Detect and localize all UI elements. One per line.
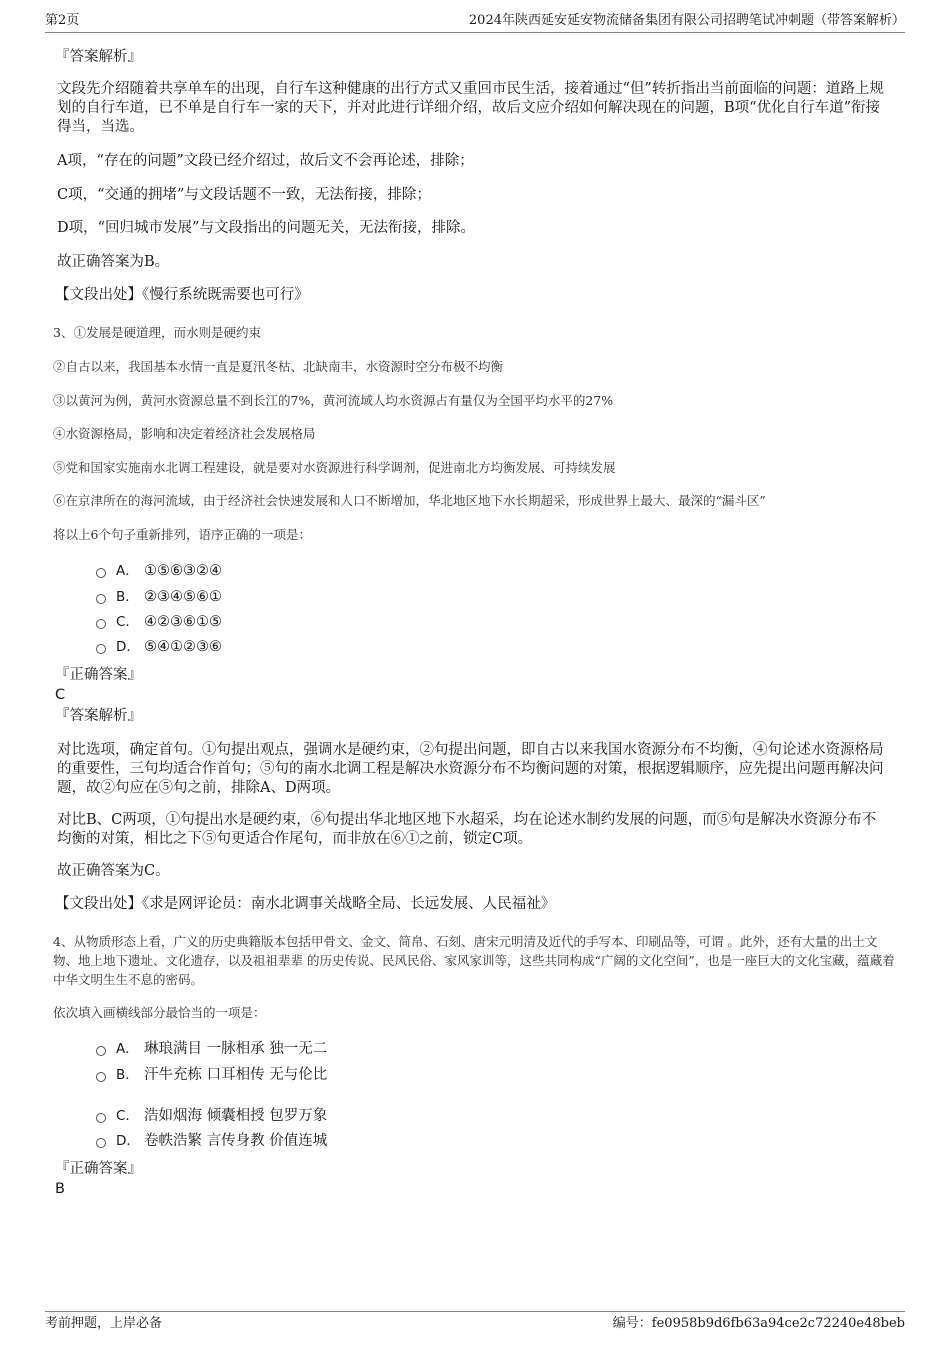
option-label: D． <box>116 639 140 655</box>
option-label: A． <box>116 1041 139 1057</box>
q2-analysis-label: 『答案解析』 <box>55 49 142 65</box>
q2-analysis-para-3: C项，“交通的拥堵”与文段话题不一致，无法衔接，排除； <box>57 187 431 203</box>
q3-option-a[interactable] <box>96 561 222 581</box>
option-text: 浩如烟海 倾囊相授 包罗万象 <box>144 1108 328 1124</box>
radio-icon[interactable] <box>96 594 106 604</box>
page-footer <box>45 1311 905 1336</box>
option-text: 汗牛充栋 口耳相传 无与伦比 <box>144 1067 328 1083</box>
q4-option-c[interactable] <box>96 1106 327 1126</box>
q3-answer-summary: 故正确答案为C。 <box>57 863 170 879</box>
radio-icon[interactable] <box>96 644 106 654</box>
q3-source: 【文段出处】《求是网评论员：南水北调事关战略全局、长远发展、人民福祉》 <box>55 896 556 912</box>
q2-source: 【文段出处】《慢行系统既需要也可行》 <box>55 287 309 303</box>
q3-stem-line-1: 3、①发展是硬道理，而水则是硬约束 <box>53 325 261 340</box>
document-title: 2024年陕西延安延安物流储备集团有限公司招聘笔试冲刺题（带答案解析） <box>468 13 905 28</box>
q4-prompt: 依次填入画横线部分最恰当的一项是： <box>53 1005 266 1020</box>
q4-option-b[interactable] <box>96 1065 327 1085</box>
option-text: 卷帙浩繁 言传身教 价值连城 <box>144 1133 328 1149</box>
q4-answer: B <box>55 1181 65 1197</box>
q2-analysis-para-1: 文段先介绍随着共享单车的出现，自行车这种健康的出行方式又重回市民生活，接着通过“但”转折指出当前面临的问题：道路上规划的自行车道，已不单是自行车一家的天下，并对此进行详细介绍，故后文应介绍如何解决现在的问题，B项“优化自行车道”衔接得当，当选。 <box>57 81 884 135</box>
page-number: 第2页 <box>45 13 80 28</box>
q2-analysis-para-4: D项，“回归城市发展”与文段指出的问题无关，无法衔接，排除。 <box>57 220 475 236</box>
radio-icon[interactable] <box>96 619 106 629</box>
q3-stem-line-4: ④水资源格局，影响和决定着经济社会发展格局 <box>53 426 316 441</box>
option-text: ⑤④①②③⑥ <box>144 639 222 655</box>
option-label: A． <box>116 563 139 579</box>
option-label: C． <box>116 1108 139 1124</box>
option-text: ②③④⑤⑥① <box>144 589 222 605</box>
page-header <box>45 10 905 33</box>
q2-answer-summary: 故正确答案为B。 <box>57 254 170 270</box>
q3-answer: C <box>55 687 66 703</box>
option-label: B． <box>116 1067 139 1083</box>
radio-icon[interactable] <box>96 1046 106 1056</box>
q2-analysis-para-2: A项，“存在的问题”文段已经介绍过，故后文不会再论述，排除； <box>57 153 474 169</box>
q3-analysis-para-1: 对比选项，确定首句。①句提出观点，强调水是硬约束，②句提出问题，即自古以来我国水资源分布不均衡，④句论述水资源格局的重要性，三句均适合作首句；⑤句的南水北调工程是解决水资源分布不均衡问题的对策，根据逻辑顺序，应先提出问题再解决问题，故②句应在⑤句之前，排除A、D两项。 <box>57 742 884 796</box>
option-label: C． <box>116 614 139 630</box>
q3-analysis-para-2: 对比B、C两项，①句提出水是硬约束，⑥句提出华北地区地下水超采，均在论述水制约发展的问题，而⑤句是解决水资源分布不均衡的对策，相比之下⑤句更适合作尾句，而非放在⑥①之前，锁定C项。 <box>57 812 877 847</box>
q3-stem-line-5: ⑤党和国家实施南水北调工程建设，就是要对水资源进行科学调剂，促进南北方均衡发展、可持续发展 <box>53 460 616 475</box>
option-text: 琳琅满目 一脉相承 独一无二 <box>144 1041 328 1057</box>
option-label: B． <box>116 589 139 605</box>
option-text: ④②③⑥①⑤ <box>144 614 222 630</box>
q3-option-c[interactable] <box>96 612 222 632</box>
radio-icon[interactable] <box>96 568 106 578</box>
q3-prompt: 将以上6个句子重新排列，语序正确的一项是： <box>53 527 311 542</box>
radio-icon[interactable] <box>96 1072 106 1082</box>
footer-slogan: 考前押题，上岸必备 <box>45 1316 163 1331</box>
q3-stem-line-6: ⑥在京津所在的海河流域，由于经济社会快速发展和人口不断增加，华北地区地下水长期超采，形成世界上最大、最深的“漏斗区” <box>53 493 766 508</box>
q3-analysis-label: 『答案解析』 <box>55 708 142 724</box>
radio-icon[interactable] <box>96 1113 106 1123</box>
q4-option-a[interactable] <box>96 1039 327 1059</box>
q3-option-d[interactable] <box>96 637 222 657</box>
q4-answer-label: 『正确答案』 <box>55 1161 142 1177</box>
q3-stem-line-2: ②自古以来，我国基本水情一直是夏汛冬枯、北缺南丰，水资源时空分布极不均衡 <box>53 359 504 374</box>
q3-option-b[interactable] <box>96 587 222 607</box>
q3-stem-line-3: ③以黄河为例，黄河水资源总量不到长江的7%，黄河流域人均水资源占有量仅为全国平均水平的27% <box>53 393 614 408</box>
q4-stem: 4、从物质形态上看，广义的历史典籍版本包括甲骨文、金文、简帛、石刻、唐宋元明清及近代的手写本、印刷品等，可谓 。此外，还有大量的出土文物、地上地下遗址、文化遗存，以及祖祖辈辈 的历史传说、民风民俗、家风家训等，这些共同构成“广阔的文化空间”，也是一座巨大的文化宝藏，蕴藏着中华文明生生不息的密码。 <box>53 934 895 987</box>
radio-icon[interactable] <box>96 1138 106 1148</box>
document-id: 编号：fe0958b9d6fb63a94ce2c72240e48beb <box>612 1316 905 1331</box>
q4-option-d[interactable] <box>96 1131 327 1151</box>
option-text: ①⑤⑥③②④ <box>144 563 222 579</box>
option-label: D． <box>116 1133 140 1149</box>
q3-answer-label: 『正确答案』 <box>55 667 142 683</box>
